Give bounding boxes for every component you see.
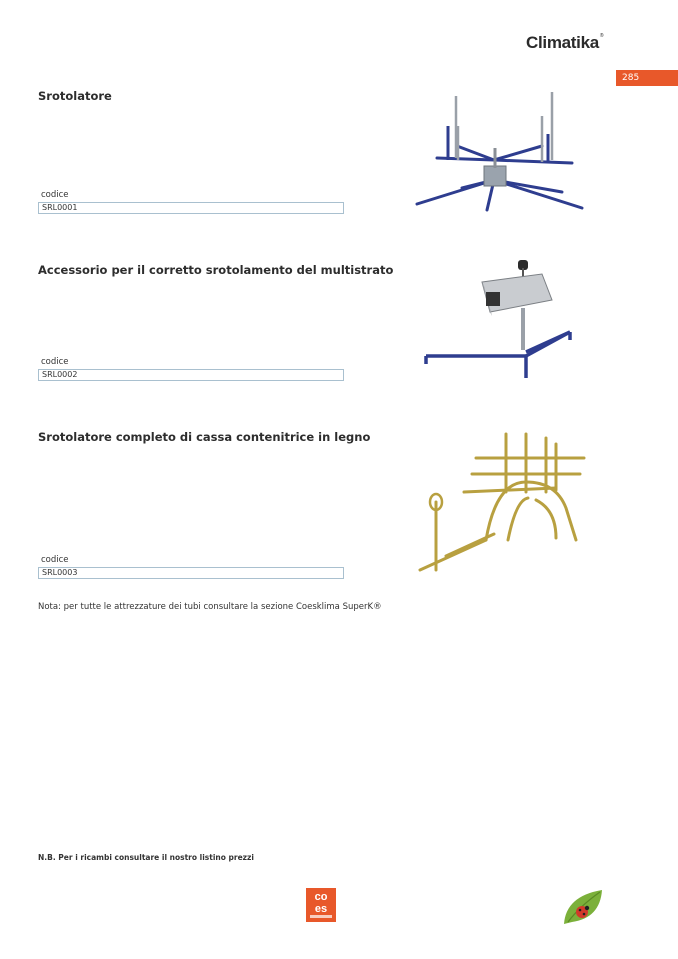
brand-name: Climatika — [526, 33, 599, 52]
code-field: SRL0002 — [38, 369, 344, 381]
code-label: codice — [41, 555, 69, 565]
note-text: Nota: per tutte le attrezzature dei tubi consultare la sezione Coesklima SuperK® — [38, 602, 382, 612]
code-label: codice — [41, 357, 69, 367]
reel-stand-icon — [412, 88, 588, 212]
code-field: SRL0001 — [38, 202, 344, 214]
unwinding-accessory-icon — [420, 260, 582, 382]
page-number-tab: 285 — [616, 70, 678, 86]
product-title: Srotolatore completo di cassa contenitrice in legno — [38, 430, 371, 444]
code-label: codice — [41, 190, 69, 200]
brand-registered-mark: ® — [599, 33, 604, 39]
product-title: Accessorio per il corretto srotolamento del multistrato — [38, 263, 394, 277]
nb-text: N.B. Per i ricambi consultare il nostro listino prezzi — [38, 853, 254, 862]
product-title: Srotolatore — [38, 89, 112, 103]
reel-stand-wooden-case-icon — [416, 430, 588, 582]
ladybug-leaf-icon — [560, 888, 606, 928]
coes-logo — [306, 888, 336, 922]
coes-logo-line1: co — [314, 891, 328, 903]
coes-logo-line2: es — [314, 903, 328, 915]
brand-logo — [526, 33, 603, 53]
code-field: SRL0003 — [38, 567, 344, 579]
